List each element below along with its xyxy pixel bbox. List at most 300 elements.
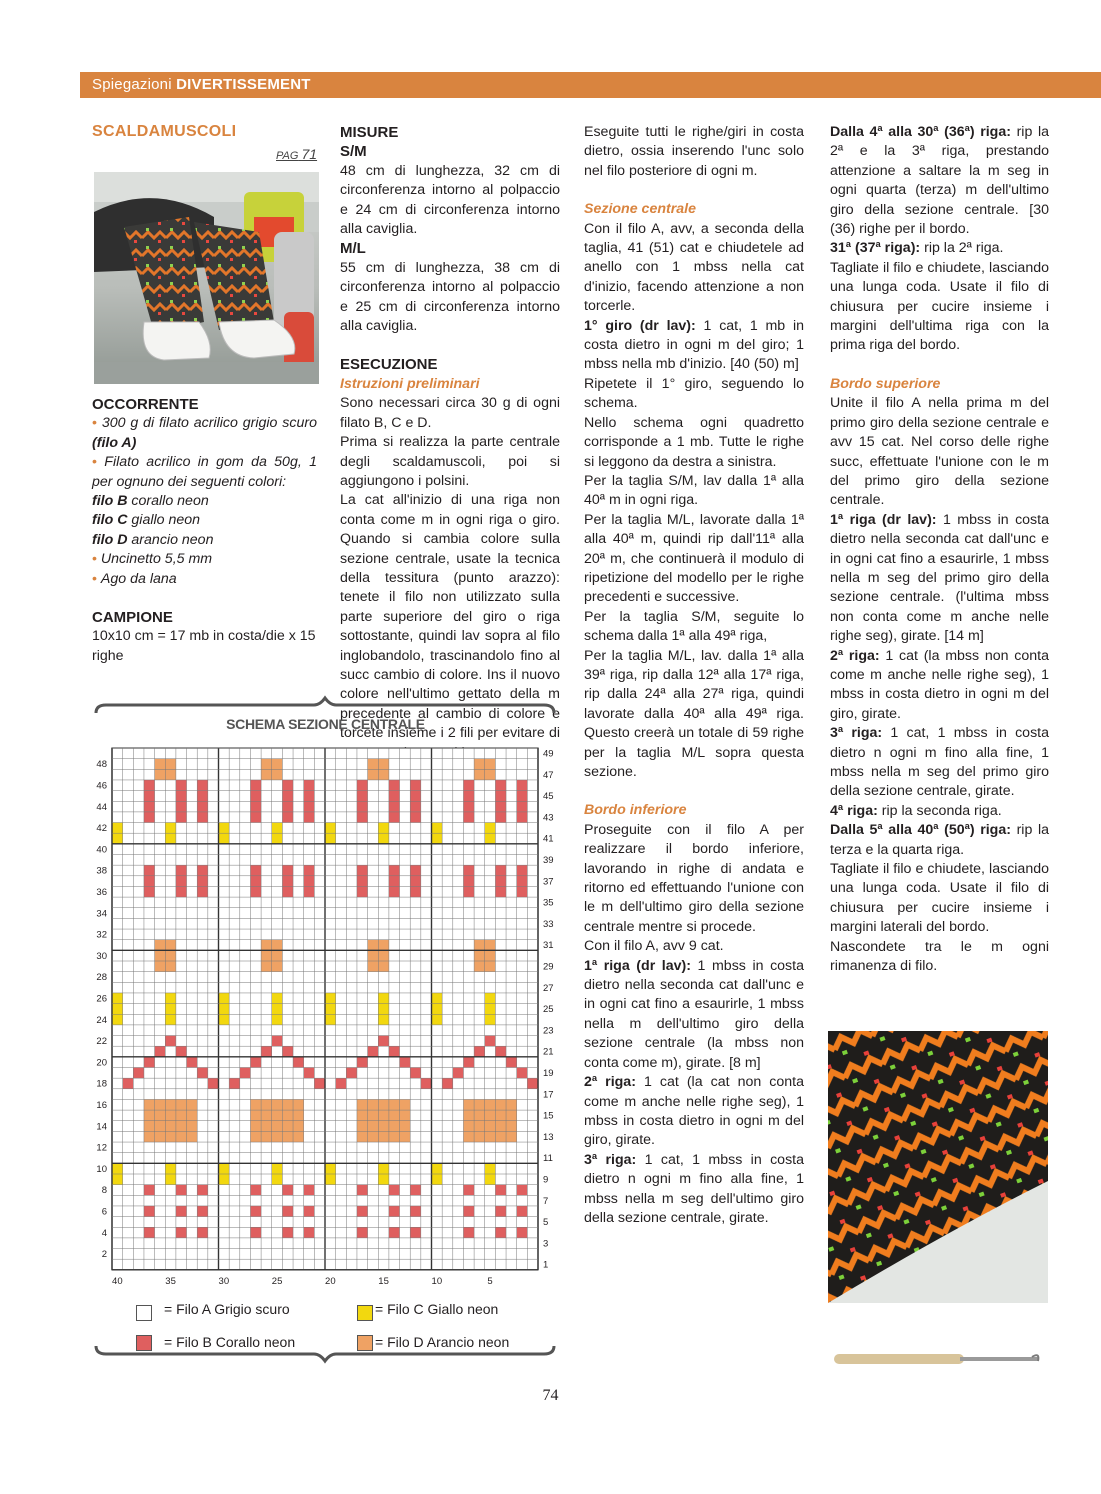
- bordo-superiore-riga2: 2ª riga: 1 cat (la mbss non conta come m anche nelle righe seg), 1 mbss in costa dietro in ogni m del giro, girate.: [830, 647, 1049, 722]
- cell-C: [272, 823, 283, 834]
- page-reference-label: PAG: [276, 150, 299, 162]
- esecuzione-p2: Prima si realizza la parte centrale degli scaldamuscoli, poi si aggiungono i polsini.: [340, 434, 560, 489]
- cell-D: [155, 940, 166, 951]
- cell-C: [272, 993, 283, 1004]
- cell-B: [495, 780, 506, 791]
- cell-C: [165, 1004, 176, 1015]
- cell-B: [463, 1185, 474, 1196]
- cell-B: [410, 1227, 421, 1238]
- occorrente-item-b: filo B corallo neon: [92, 493, 209, 510]
- column-number: 35: [165, 1275, 176, 1287]
- cell-C: [112, 993, 123, 1004]
- misure-sm-label: S/M: [340, 143, 367, 161]
- cell-D: [378, 940, 389, 951]
- cell-B: [144, 780, 155, 791]
- cell-C: [378, 1014, 389, 1025]
- cell-B: [250, 791, 261, 802]
- row-number-right: 7: [543, 1195, 549, 1207]
- bordo-inferiore-p1: Proseguite con il filo A per realizzare il bordo inferiore, lavorando in righe di andata e ritorno ed effettuando l'unione con le m dell'ultimo giro della sezione centrale mentre si procede.: [584, 821, 804, 935]
- column-number: 40: [112, 1275, 123, 1287]
- cell-B: [144, 1206, 155, 1217]
- cell-D: [144, 1099, 155, 1110]
- cell-C: [325, 823, 336, 834]
- cell-B: [282, 865, 293, 876]
- cell-D: [474, 759, 485, 770]
- bordo-superiore-subheading: Bordo superiore: [830, 375, 941, 392]
- cell-D: [485, 1121, 496, 1132]
- cell-C: [272, 1014, 283, 1025]
- cell-D: [400, 1099, 411, 1110]
- cell-B: [463, 886, 474, 897]
- cell-B: [282, 791, 293, 802]
- cell-B: [495, 1227, 506, 1238]
- cell-C: [112, 823, 123, 834]
- cell-C: [325, 993, 336, 1004]
- row-number-right: 11: [543, 1153, 553, 1165]
- cell-C: [165, 833, 176, 844]
- cell-B: [155, 1046, 166, 1057]
- bordo-superiore-p1: Unite il filo A nella prima m del primo giro della sezione centrale e avv 15 cat. Nel corso delle righe succ, effettuate l'unione con le m del primo giro della sezione centrale.: [830, 395, 1049, 509]
- cell-C: [325, 1004, 336, 1015]
- cell-D: [282, 1099, 293, 1110]
- row-number-right: 19: [543, 1068, 554, 1080]
- cell-C: [112, 1163, 123, 1174]
- cell-B: [304, 780, 315, 791]
- cell-B: [527, 1078, 538, 1089]
- row-number-left: 22: [96, 1036, 107, 1048]
- row-number-left: 20: [96, 1057, 107, 1069]
- row-number-left: 28: [96, 972, 107, 984]
- column-number: 25: [271, 1275, 283, 1287]
- sezione-centrale-p7: Per la taglia M/L, lav. dalla 1ª alla 39ª riga, rip dalla 12ª alla 17ª riga, rip dalla 24ª alla 27ª riga, quindi lavorate dalla 40ª alla 49ª riga. Questo creerà un totale di 59 righe per la taglia M/L sopra questa sezione.: [584, 647, 804, 780]
- cell-C: [165, 823, 176, 834]
- cell-B: [197, 1068, 208, 1079]
- cell-B: [517, 812, 528, 823]
- cell-D: [261, 759, 272, 770]
- cell-D: [485, 1099, 496, 1110]
- cell-C: [485, 823, 496, 834]
- cell-B: [346, 1068, 357, 1079]
- sezione-centrale-p2: Ripetete il 1° giro, seguendo lo schema.: [584, 375, 804, 412]
- cell-B: [176, 876, 187, 887]
- cell-D: [368, 759, 379, 770]
- cell-B: [389, 812, 400, 823]
- cell-B: [250, 801, 261, 812]
- cell-D: [261, 769, 272, 780]
- legend-swatch-a: [136, 1305, 152, 1321]
- cell-B: [197, 865, 208, 876]
- cell-D: [155, 1099, 166, 1110]
- cell-B: [304, 865, 315, 876]
- row-number-left: 4: [101, 1227, 107, 1239]
- cell-B: [176, 886, 187, 897]
- cell-C: [432, 833, 443, 844]
- row-number-right: 45: [543, 791, 554, 803]
- header-section: Spiegazioni: [92, 76, 172, 93]
- cell-B: [197, 876, 208, 887]
- cell-B: [357, 1227, 368, 1238]
- cell-B: [463, 876, 474, 887]
- cell-D: [357, 1121, 368, 1132]
- column-number: 30: [218, 1275, 230, 1287]
- cell-B: [389, 876, 400, 887]
- bordo-superiore-riga1: 1ª riga (dr lav): 1 mbss in costa dietro nella seconda cat dall'unc e in ogni cat fino a esaurirle, 1 mbss nella m seg del primo giro della sezione centrale. (l'ultima mbss non conta come m anche nelle righe seg), girate. [14 m]: [830, 511, 1049, 645]
- cell-D: [474, 1099, 485, 1110]
- header-title: DIVERTISSEMENT: [176, 76, 311, 93]
- cell-D: [474, 940, 485, 951]
- campione-text: 10x10 cm = 17 mb in costa/die x 15 righe: [92, 628, 316, 664]
- cell-C: [432, 1174, 443, 1185]
- cell-D: [368, 769, 379, 780]
- cell-B: [304, 886, 315, 897]
- bordo-inferiore-riga31: 31ª (37ª riga): rip la 2ª riga.: [830, 240, 1004, 257]
- cell-B: [517, 1068, 528, 1079]
- cell-D: [357, 1110, 368, 1121]
- cell-B: [197, 1185, 208, 1196]
- cell-C: [485, 1163, 496, 1174]
- cell-D: [155, 759, 166, 770]
- bullet-icon: •: [92, 415, 102, 432]
- cell-B: [495, 865, 506, 876]
- cell-D: [187, 1110, 198, 1121]
- cell-B: [389, 865, 400, 876]
- cell-D: [250, 1131, 261, 1142]
- cell-B: [453, 1068, 464, 1079]
- cell-D: [474, 1110, 485, 1121]
- page-reference: [276, 146, 317, 162]
- legend-swatch-d: [357, 1335, 373, 1351]
- cell-D: [272, 961, 283, 972]
- cell-B: [176, 1227, 187, 1238]
- row-number-right: 17: [543, 1089, 554, 1101]
- column-3: [584, 123, 804, 1228]
- cell-C: [378, 1004, 389, 1015]
- cell-B: [250, 780, 261, 791]
- bordo-inferiore-riga3: 3ª riga: 1 cat, 1 mbss in costa dietro n ogni m fino alla fine, 1 mbss nella m seg dell'ultimo giro della sezione centrale, girate.: [584, 1151, 804, 1226]
- cell-D: [155, 950, 166, 961]
- chart-title: SCHEMA SEZIONE CENTRALE: [226, 716, 425, 732]
- cell-D: [176, 1110, 187, 1121]
- cell-B: [187, 1057, 198, 1068]
- row-number-left: 34: [96, 908, 107, 920]
- cell-D: [368, 961, 379, 972]
- cell-B: [304, 791, 315, 802]
- crochet-hook-icon: [832, 1348, 1042, 1370]
- cell-D: [378, 769, 389, 780]
- row-number-right: 23: [543, 1025, 554, 1037]
- esecuzione-heading: ESECUZIONE: [340, 356, 438, 374]
- row-number-left: 16: [96, 1099, 107, 1111]
- row-number-left: 18: [96, 1078, 107, 1090]
- cell-C: [432, 993, 443, 1004]
- cell-B: [517, 801, 528, 812]
- cell-B: [282, 801, 293, 812]
- cell-B: [400, 1057, 411, 1068]
- cell-B: [357, 780, 368, 791]
- row-number-right: 29: [543, 961, 554, 973]
- cell-D: [144, 1121, 155, 1132]
- cell-B: [410, 1068, 421, 1079]
- cell-D: [176, 1131, 187, 1142]
- cell-B: [304, 801, 315, 812]
- bordo-inferiore-p2: Con il filo A, avv 9 cat.: [584, 938, 724, 955]
- cell-D: [357, 1099, 368, 1110]
- row-number-right: 35: [543, 897, 554, 909]
- occorrente-heading: OCCORRENTE: [92, 396, 199, 413]
- cell-B: [495, 801, 506, 812]
- cell-D: [165, 1131, 176, 1142]
- bordo-inferiore-chiusura: Tagliate il filo e chiudete, lasciando una lunga coda. Usate il filo di chiusura per cucire insieme i margini dell'ultima riga con la prima riga del bordo.: [830, 259, 1049, 354]
- cell-B: [282, 876, 293, 887]
- cell-B: [282, 1046, 293, 1057]
- cell-C: [112, 1174, 123, 1185]
- cell-B: [250, 1185, 261, 1196]
- column-number: 10: [431, 1275, 443, 1287]
- row-number-left: 6: [101, 1206, 107, 1218]
- cell-B: [197, 801, 208, 812]
- cell-B: [410, 1185, 421, 1196]
- bordo-inferiore-riga1: 1ª riga (dr lav): 1 mbss in costa dietro nella seconda cat dall'unc e in ogni cat fino a esaurirle, 1 mbss nella m dell'ultimo giro della sezione centrale (la mbss non conta come m), girate. [8 m]: [584, 957, 804, 1071]
- cell-B: [133, 1068, 144, 1079]
- leg-warmers-photo: [94, 172, 319, 384]
- esecuzione-p4: Eseguite tutti le righe/giri in costa dietro, ossia inserendo l'unc solo nel filo posteriore di ogni m.: [584, 124, 804, 179]
- cell-D: [378, 1131, 389, 1142]
- cell-B: [304, 876, 315, 887]
- cell-D: [400, 1131, 411, 1142]
- legend-swatch-b: [136, 1335, 152, 1351]
- cell-B: [389, 1206, 400, 1217]
- row-number-right: 15: [543, 1110, 554, 1122]
- cell-D: [400, 1121, 411, 1132]
- cell-B: [176, 791, 187, 802]
- cell-D: [155, 1110, 166, 1121]
- cell-D: [155, 1131, 166, 1142]
- bullet-icon: •: [92, 454, 105, 471]
- cell-B: [250, 1057, 261, 1068]
- cell-D: [272, 1110, 283, 1121]
- cell-B: [250, 1227, 261, 1238]
- cell-B: [357, 801, 368, 812]
- cell-D: [293, 1110, 304, 1121]
- cell-C: [112, 833, 123, 844]
- cell-B: [463, 812, 474, 823]
- cell-B: [517, 791, 528, 802]
- cell-D: [485, 961, 496, 972]
- cell-B: [176, 865, 187, 876]
- cell-B: [368, 1046, 379, 1057]
- cell-B: [357, 876, 368, 887]
- bordo-superiore-riga5-40: Dalla 5ª alla 40ª (50ª) riga: rip la terza e la quarta riga.: [830, 822, 1049, 858]
- sezione-centrale-subheading: Sezione centrale: [584, 201, 696, 218]
- cell-B: [410, 791, 421, 802]
- cell-D: [187, 1131, 198, 1142]
- row-number-left: 42: [96, 823, 107, 835]
- cell-B: [357, 886, 368, 897]
- cell-B: [463, 865, 474, 876]
- cell-D: [282, 1110, 293, 1121]
- cell-B: [410, 780, 421, 791]
- cell-B: [389, 886, 400, 897]
- cell-B: [144, 791, 155, 802]
- cell-D: [378, 950, 389, 961]
- cell-B: [389, 1185, 400, 1196]
- cell-D: [144, 1131, 155, 1142]
- cell-B: [517, 780, 528, 791]
- cell-D: [368, 940, 379, 951]
- legend-label-c: = Filo C Giallo neon: [375, 1301, 499, 1317]
- cell-B: [506, 1057, 517, 1068]
- row-number-left: 10: [96, 1163, 107, 1175]
- row-number-left: 40: [96, 844, 107, 856]
- section-header-text: [92, 76, 311, 93]
- cell-D: [250, 1099, 261, 1110]
- istruzioni-subheading: Istruzioni preliminari: [340, 375, 480, 392]
- cell-B: [495, 812, 506, 823]
- cell-D: [272, 759, 283, 770]
- sezione-centrale-p3: Nello schema ogni quadretto corrisponde a 1 mb. Tutte le righe si leggono da destra a sinistra.: [584, 414, 804, 470]
- cell-B: [123, 1078, 134, 1089]
- row-number-left: 24: [96, 1014, 107, 1026]
- column-1: [92, 395, 317, 666]
- cell-D: [176, 1099, 187, 1110]
- cell-B: [517, 865, 528, 876]
- occorrente-item-d: filo D arancio neon: [92, 531, 214, 548]
- cell-B: [357, 1206, 368, 1217]
- legend-label-a: = Filo A Grigio scuro: [164, 1301, 290, 1317]
- cell-D: [272, 950, 283, 961]
- bordo-inferiore-riga2: 2ª riga: 1 cat (la cat non conta come m anche nelle righe seg), 1 mbss in costa dietro in ogni m del giro, girate.: [584, 1074, 804, 1149]
- cell-B: [176, 780, 187, 791]
- cell-D: [272, 1121, 283, 1132]
- cell-D: [378, 961, 389, 972]
- cell-C: [378, 823, 389, 834]
- cell-C: [378, 833, 389, 844]
- cell-B: [389, 1227, 400, 1238]
- cell-B: [282, 1206, 293, 1217]
- cell-C: [378, 993, 389, 1004]
- row-number-right: 5: [543, 1217, 549, 1229]
- cell-C: [485, 1004, 496, 1015]
- cell-C: [432, 823, 443, 834]
- cell-B: [357, 1185, 368, 1196]
- cell-B: [229, 1078, 240, 1089]
- cell-D: [261, 1110, 272, 1121]
- cell-B: [197, 886, 208, 897]
- cell-C: [165, 993, 176, 1004]
- cell-D: [165, 940, 176, 951]
- cell-D: [506, 1110, 517, 1121]
- row-number-right: 47: [543, 769, 554, 781]
- cell-B: [197, 1227, 208, 1238]
- bullet-icon: •: [92, 570, 101, 587]
- row-number-right: 31: [543, 940, 554, 952]
- cell-D: [495, 1121, 506, 1132]
- cell-D: [272, 1099, 283, 1110]
- cell-B: [463, 1057, 474, 1068]
- cell-D: [389, 1110, 400, 1121]
- bordo-superiore-p3: Nascondete tra le m ogni rimanenza di filo.: [830, 938, 1049, 975]
- cell-B: [442, 1078, 453, 1089]
- cell-C: [219, 823, 230, 834]
- cell-D: [176, 1121, 187, 1132]
- occorrente-item-hook: • Uncinetto 5,5 mm: [92, 551, 213, 568]
- cell-B: [495, 1046, 506, 1057]
- cell-B: [250, 865, 261, 876]
- cell-D: [378, 1110, 389, 1121]
- cell-B: [176, 1185, 187, 1196]
- cell-C: [325, 1174, 336, 1185]
- row-number-right: 41: [543, 833, 554, 845]
- cell-D: [485, 769, 496, 780]
- cell-B: [463, 1227, 474, 1238]
- cell-D: [463, 1121, 474, 1132]
- cell-B: [421, 1078, 432, 1089]
- cell-B: [304, 1206, 315, 1217]
- cell-B: [250, 812, 261, 823]
- cell-B: [474, 1046, 485, 1057]
- cell-D: [187, 1099, 198, 1110]
- occorrente-item-1: • 300 g di filato acrilico grigio scuro (filo A): [92, 415, 317, 451]
- cell-D: [261, 1099, 272, 1110]
- row-number-left: 36: [96, 886, 107, 898]
- cell-C: [432, 1004, 443, 1015]
- fabric-closeup-photo: [828, 1031, 1048, 1303]
- cell-C: [219, 1004, 230, 1015]
- row-number-right: 21: [543, 1046, 554, 1058]
- cell-B: [250, 1206, 261, 1217]
- cell-D: [463, 1099, 474, 1110]
- row-number-left: 48: [96, 759, 107, 771]
- cell-D: [474, 1121, 485, 1132]
- cell-C: [165, 1174, 176, 1185]
- cell-B: [240, 1068, 251, 1079]
- cell-C: [432, 1163, 443, 1174]
- row-number-left: 32: [96, 929, 107, 941]
- cell-D: [389, 1121, 400, 1132]
- cell-D: [272, 940, 283, 951]
- cell-D: [165, 1110, 176, 1121]
- cell-B: [410, 801, 421, 812]
- cell-C: [485, 993, 496, 1004]
- cell-D: [165, 1121, 176, 1132]
- row-number-left: 26: [96, 993, 107, 1005]
- cell-D: [261, 961, 272, 972]
- cell-D: [485, 940, 496, 951]
- page-reference-number: 71: [301, 146, 318, 162]
- cell-D: [463, 1131, 474, 1142]
- occorrente-item-2: • Filato acrilico in gom da 50g, 1 per ognuno dei seguenti colori:: [92, 454, 317, 490]
- column-number: 20: [325, 1275, 336, 1287]
- cell-D: [485, 759, 496, 770]
- cell-D: [495, 1099, 506, 1110]
- cell-B: [250, 886, 261, 897]
- cell-B: [517, 886, 528, 897]
- cell-B: [463, 780, 474, 791]
- cell-D: [474, 769, 485, 780]
- cell-C: [272, 1163, 283, 1174]
- row-number-left: 30: [96, 950, 107, 962]
- bordo-inferiore-riga4-30: Dalla 4ª alla 30ª (36ª) riga: rip la 2ª e la 3ª riga, prestando attenzione a saltare la m seg in ogni quarta (terza) m dell'ultimo giro della sezione centrale. [30 (36) righe per il bordo.: [830, 124, 1049, 238]
- cell-D: [400, 1110, 411, 1121]
- cell-C: [112, 1004, 123, 1015]
- cell-C: [378, 1174, 389, 1185]
- cell-B: [517, 1227, 528, 1238]
- cell-B: [144, 865, 155, 876]
- cell-B: [410, 886, 421, 897]
- cell-B: [176, 1046, 187, 1057]
- row-number-right: 1: [543, 1259, 549, 1271]
- cell-D: [474, 1131, 485, 1142]
